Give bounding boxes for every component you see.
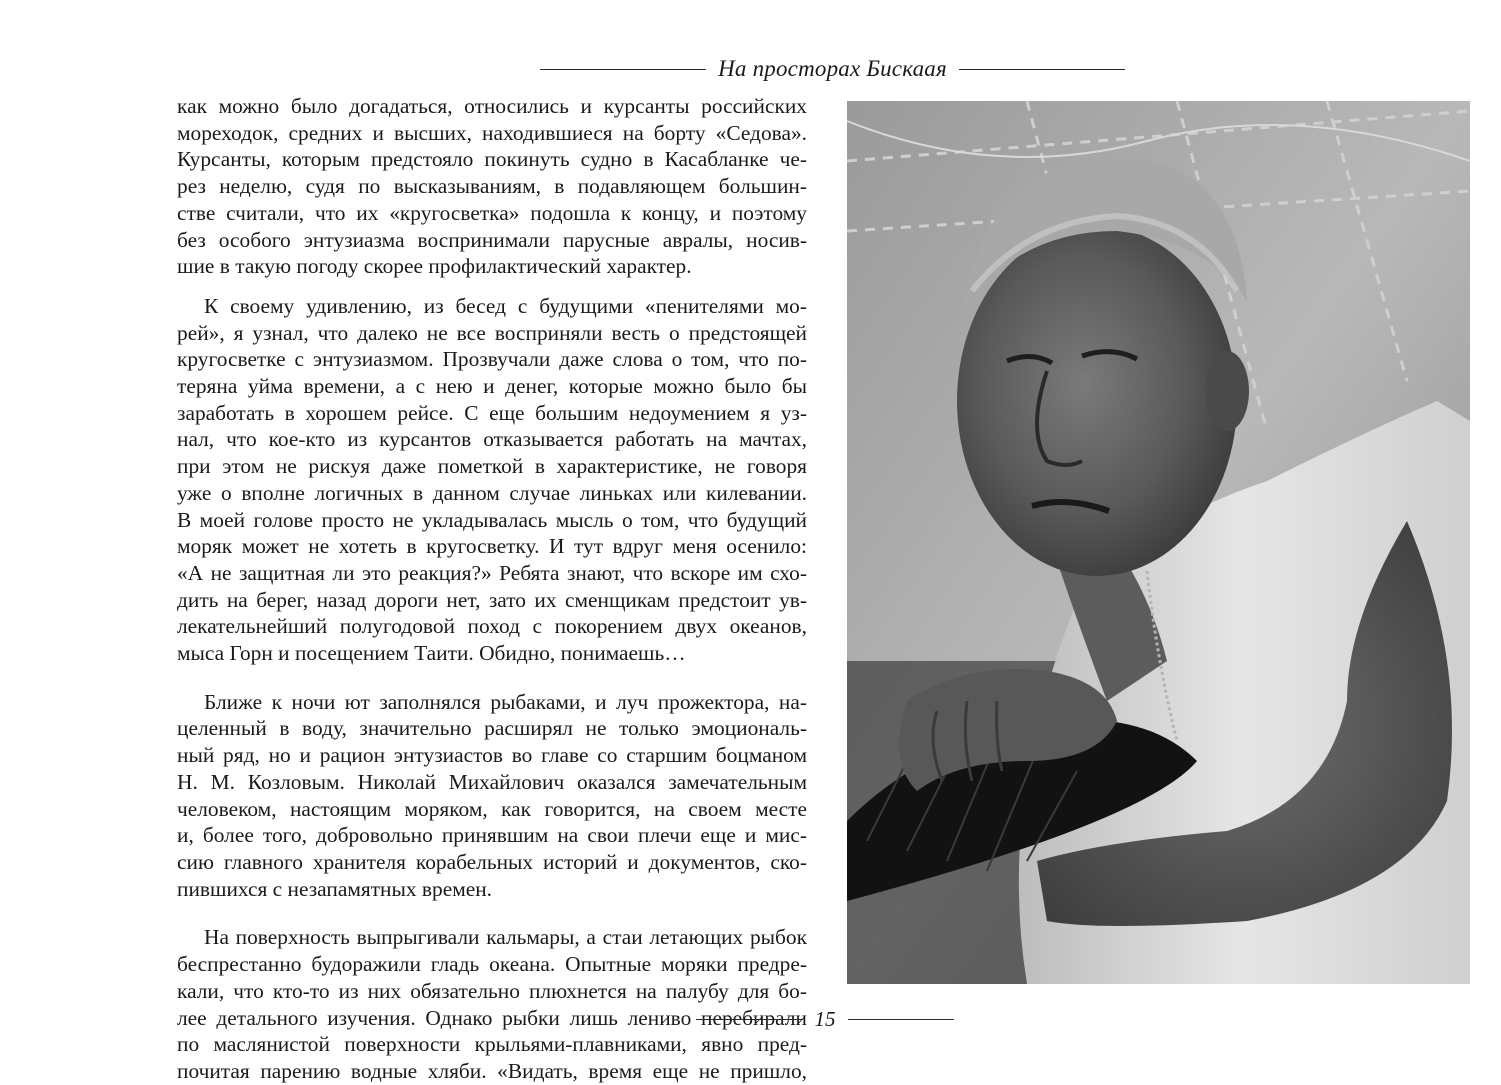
text-line: как можно было догадаться, относились и курсанты российских xyxy=(177,94,807,118)
footer-rule-right xyxy=(848,1019,955,1020)
text-line: уже о вполне логичных в данном случае линьках или килевании. xyxy=(177,480,807,505)
page-number: 15 xyxy=(814,1006,836,1031)
text-line: К своему удивлению, из бесед с будущими «пенителями мо- xyxy=(204,293,807,318)
text-line: пившихся с незапамятных времен. xyxy=(177,876,493,901)
text-line: теряна уйма времени, а с нею и денег, которые можно было бы xyxy=(177,374,807,399)
text-line: рей», я узнал, что далеко не все восприняли весть о предстоящей xyxy=(177,320,807,345)
text-line: стве считали, что их «кругосветка» подошла к концу, и поэтому xyxy=(177,200,807,225)
text-line: при этом не рискуя даже пометкой в характеристике, не говоря xyxy=(177,454,807,479)
text-line: «А не защитная ли это реакция?» Ребята знают, что вскоре им схо- xyxy=(177,560,807,585)
text-line: В моей голове просто не укладывалась мысль о том, что будущий xyxy=(177,507,807,532)
text-line: лекательнейший полугодовой поход с покорением двух океанов, xyxy=(177,614,807,639)
running-header xyxy=(540,52,1125,86)
paragraph xyxy=(177,93,807,280)
portrait-photo xyxy=(847,101,1470,984)
text-line: Н. М. Козловым. Николай Михайлович оказался замечательным xyxy=(177,769,807,794)
text-line: и, более того, добровольно принявшим на свои плечи еще и мис- xyxy=(177,823,807,848)
text-line: На поверхность выпрыгивали кальмары, а стаи летающих рыбок xyxy=(204,925,807,950)
text-line: Ближе к ночи ют заполнялся рыбаками, и луч прожектора, на- xyxy=(204,689,807,714)
ear xyxy=(1205,351,1249,431)
text-line: дить на берег, назад дороги нет, зато их сменщикам предстоит ув- xyxy=(177,587,807,612)
body-text xyxy=(177,93,807,1083)
text-line: целенный в воду, значительно расширял не только эмоциональ- xyxy=(177,716,807,741)
text-line: моряк может не хотеть в кругосветку. И тут вдруг меня осенило: xyxy=(177,534,807,559)
text-line: беспрестанно будоражили гладь океана. Опытные моряки предре- xyxy=(177,952,807,977)
text-line: кали, что кто-то из них обязательно плюхнется на палубу для бо- xyxy=(177,978,807,1003)
text-line: ный ряд, но и рацион энтузиастов во главе со старшим боцманом xyxy=(177,743,807,768)
text-line: мыса Горн и посещением Таити. Обидно, понимаешь… xyxy=(177,641,686,666)
text-line: почитая парению водные хляби. «Видать, время еще не пришло, xyxy=(177,1058,807,1083)
paragraph xyxy=(177,293,807,667)
text-line: без особого энтузиазма воспринимали парусные авралы, носив- xyxy=(177,227,807,252)
text-line: кругосветке с энтузиазмом. Прозвучали даже слова о том, что по- xyxy=(177,347,807,372)
header-rule-right xyxy=(959,69,1125,70)
text-line: человеком, настоящим моряком, как говорится, на своем месте xyxy=(177,796,807,821)
header-rule-left xyxy=(540,69,706,70)
running-title: На просторах Бискаая xyxy=(718,56,947,81)
paragraph xyxy=(177,689,807,903)
text-line: по маслянистой поверхности крыльями-плавниками, явно пред- xyxy=(177,1032,807,1057)
text-line: мореходок, средних и высших, находившиеся на борту «Седова». xyxy=(177,120,807,145)
text-line: Курсанты, которым предстояло покинуть судно в Касабланке че- xyxy=(177,147,807,172)
text-line: рез неделю, судя по высказываниям, в подавляющем большин- xyxy=(177,174,807,199)
footer-rule-left xyxy=(696,1019,803,1020)
text-line: лее детального изучения. Однако рыбки лишь лениво перебирали xyxy=(177,1005,807,1030)
page-footer xyxy=(696,1004,954,1034)
head xyxy=(957,226,1237,576)
text-line: шие в такую погоду скорее профилактический характер. xyxy=(177,254,692,279)
text-line: сию главного хранителя корабельных историй и документов, ско- xyxy=(177,849,807,874)
portrait-illustration xyxy=(847,101,1470,984)
text-line: нал, что кое-кто из курсантов отказывается работать на мачтах, xyxy=(177,427,807,452)
text-line: заработать в хорошем рейсе. С еще большим недоумением я уз- xyxy=(177,400,807,425)
